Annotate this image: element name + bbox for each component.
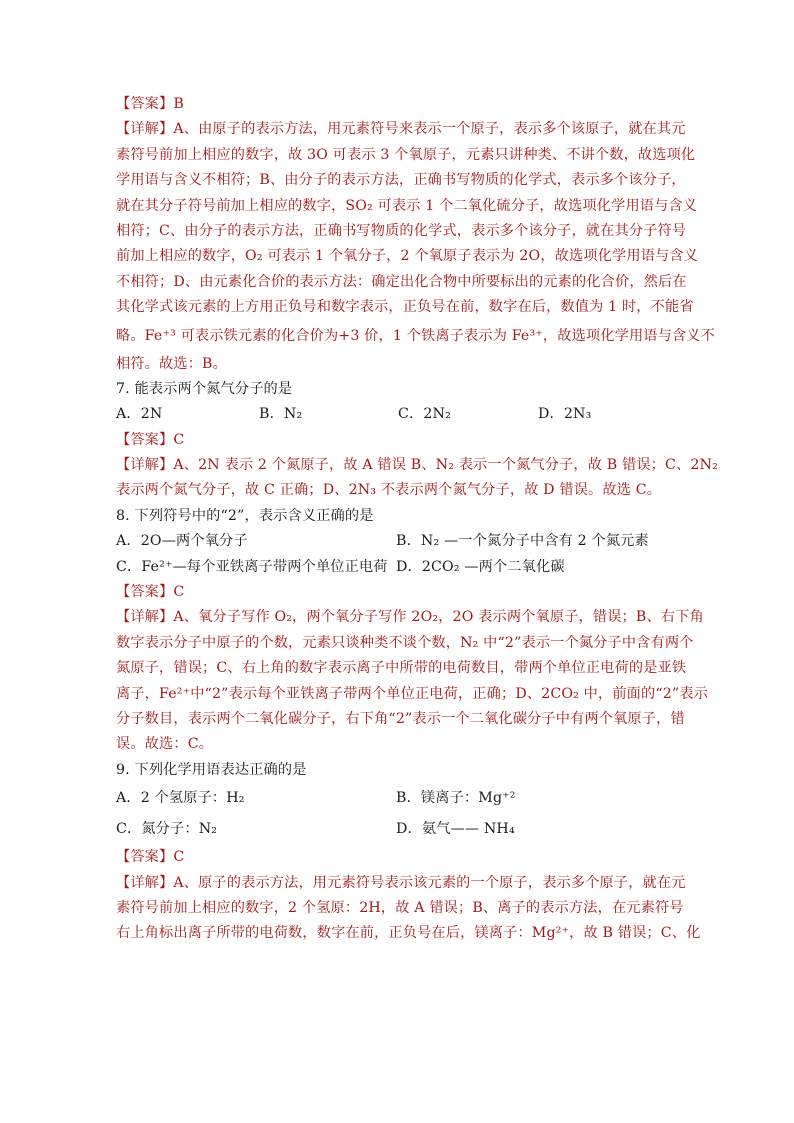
detail-line — [116, 117, 686, 142]
detail-line: 就在其分子符号前加上相应的数字，SO₂ 可表示 1 个二氧化硫分子，故选项化学用语与含义 — [116, 197, 698, 214]
detail-text: A、氧分子写作 O₂，两个氧分子写作 2O₂，2O 表示两个氧原子，错误；B、右下角 — [173, 609, 704, 626]
answer-line-6 — [116, 92, 680, 117]
detail-tag: 【详解】 — [116, 457, 174, 474]
detail-tag: 【详解】 — [116, 609, 174, 626]
detail-tag: 【详解】 — [116, 121, 174, 138]
answer-line-7 — [116, 428, 680, 453]
detail-line: 略。Fe⁺³ 可表示铁元素的化合价为+3 价，1 个铁离子表示为 Fe³⁺，故选项化学用语与含义不 — [116, 327, 715, 344]
detail-line: 离子，Fe²⁺中“2”表示每个亚铁离子带两个单位正电荷，正确；D、2CO₂ 中，前面的“2”表示 — [116, 685, 708, 702]
detail-text: A、由原子的表示方法，用元素符号来表示一个原子，表示多个该原子，就在其元 — [173, 121, 686, 138]
answer-tag: 【答案】 — [116, 849, 174, 866]
answer-line-9 — [116, 845, 680, 870]
question-7-stem: 7. 能表示两个氮气分子的是 — [116, 380, 293, 397]
question-9-options-row2 — [116, 814, 680, 845]
detail-line: 相符；C、由分子的表示方法，正确书写物质的化学式，表示多个该分子，就在其分子符号 — [116, 222, 687, 239]
option-a: A．2O—两个氧分子 — [116, 533, 248, 550]
answer-line-8 — [116, 580, 680, 605]
detail-line — [116, 871, 686, 896]
detail-line: 素符号前加上相应的数字，2 个氢原：2H，故 A 错误；B、离子的表示方法，在元素符号 — [116, 899, 684, 916]
detail-line: 前加上相应的数字，O₂ 可表示 1 个氧分子，2 个氧原子表示为 2O，故选项化学用语与含义 — [116, 248, 699, 265]
question-8-options-row2 — [116, 555, 680, 580]
detail-line: 分子数目，表示两个二氧化碳分子，右下角“2”表示一个二氧化碳分子中有两个氧原子，错 — [116, 710, 685, 727]
detail-text: A、原子的表示方法，用元素符号表示该元素的一个原子，表示多个原子，就在元 — [173, 874, 686, 891]
detail-line: 素符号前加上相应的数字，故 3O 可表示 3 个氧原子，元素只讲种类、不讲个数，故选项化 — [116, 146, 696, 163]
detail-text: A、2N 表示 2 个氮原子，故 A 错误 B、N₂ 表示一个氮气分子，故 B 错误；C、2N₂ — [173, 457, 718, 474]
detail-line: 氮原子，错误；C、右上角的数字表示离子中所带的电荷数目，带两个单位正电荷的是亚铁 — [116, 660, 687, 677]
option-d: D．2N₃ — [538, 406, 592, 423]
detail-line: 学用语与含义不相符；B、由分子的表示方法，正确书写物质的化学式，表示多个该分子， — [116, 172, 686, 189]
option-d: D．2CO₂ —两个二氧化碳 — [396, 558, 565, 575]
question-9-stem: 9. 下列化学用语表达正确的是 — [116, 761, 307, 778]
answer-value: C — [173, 584, 185, 601]
answer-value: C — [173, 431, 185, 448]
answer-tag: 【答案】 — [116, 96, 174, 112]
option-a: A．2N — [116, 406, 163, 423]
option-b: B．镁离子：Mg⁺² — [396, 790, 516, 807]
detail-tag: 【详解】 — [116, 874, 174, 891]
option-b: B．N₂ — [259, 406, 303, 423]
question-7-options — [116, 402, 680, 427]
answer-tag: 【答案】 — [116, 431, 174, 448]
detail-line — [116, 605, 704, 630]
question-8-stem: 8. 下列符号中的“2”，表示含义正确的是 — [116, 507, 374, 524]
detail-line: 其化学式该元素的上方用正负号和数字表示，正负号在前，数字在后，数值为 1 时，不能省 — [116, 299, 694, 316]
option-b: B．N₂ —一个氮分子中含有 2 个氮元素 — [396, 533, 649, 550]
detail-line: 不相符；D、由元素化合价的表示方法：确定出化合物中所要标出的元素的化合价，然后在 — [116, 273, 687, 290]
detail-line: 数字表示分子中原子的个数，元素只谈种类不谈个数，N₂ 中“2”表示一个氮分子中含有两个 — [116, 634, 694, 651]
detail-line: 误。故选：C。 — [116, 736, 214, 753]
question-9-options-row1 — [116, 783, 680, 814]
option-c: C．2N₂ — [398, 406, 451, 423]
document-page — [116, 92, 718, 947]
answer-value: C — [173, 849, 185, 866]
detail-line: 右上角标出离子所带的电荷数，数字在前，正负号在后，镁离子：Mg²⁺，故 B 错误；C、化 — [116, 925, 701, 942]
answer-value: B — [173, 96, 184, 112]
option-d: D．氨气—— NH₄ — [396, 821, 515, 838]
option-a: A．2 个氢原子：H₂ — [116, 790, 245, 807]
detail-line — [116, 453, 718, 478]
question-8-options-row1 — [116, 529, 680, 554]
detail-line: 相符。故选：B。 — [116, 355, 227, 372]
option-c: C．Fe²⁺—每个亚铁离子带两个单位正电荷 — [116, 558, 388, 575]
answer-tag: 【答案】 — [116, 584, 174, 601]
detail-line: 表示两个氮气分子，故 C 正确；D、2N₃ 不表示两个氮气分子，故 D 错误。故选 C。 — [116, 482, 662, 499]
option-c: C．氮分子：N₂ — [116, 821, 218, 838]
